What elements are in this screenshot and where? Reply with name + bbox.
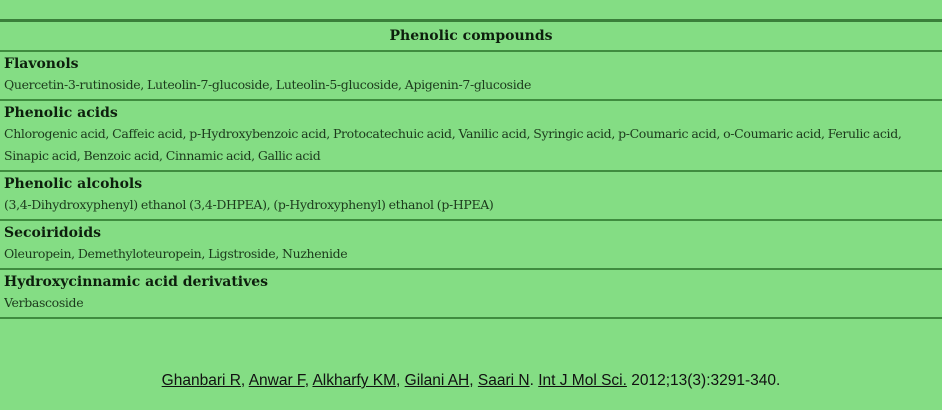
category-items: Oleuropein, Demethyloteuropein, Ligstroside, Nuzhenide: [4, 246, 348, 261]
citation-details: 2012;13(3):3291-340.: [631, 372, 781, 389]
phenolic-compounds-table: [0, 19, 942, 319]
table-row-hydroxycinnamic-acid-derivatives: [0, 270, 942, 319]
table-row-flavonols: [0, 52, 942, 101]
citation: Ghanbari R, Anwar F, Alkharfy KM, Gilani AH, Saari N. Int J Mol Sci. 2012;13(3):3291-340.: [161, 372, 781, 389]
category-items: (3,4-Dihydroxyphenyl) ethanol (3,4-DHPEA), (p-Hydroxyphenyl) ethanol (p-HPEA): [4, 197, 494, 212]
author-link[interactable]: Saari N: [477, 372, 530, 389]
journal-link[interactable]: Int J Mol Sci.: [538, 372, 627, 389]
category-name: Phenolic acids: [4, 105, 118, 121]
author-link[interactable]: Alkharfy KM: [312, 372, 397, 389]
category-items: Chlorogenic acid, Caffeic acid, p-Hydroxybenzoic acid, Protocatechuic acid, Vanilic acid, Syringic acid, p-Coumaric acid, o-Coumaric acid, Ferulic acid, Sinapic acid, Benzoic acid, Cinnamic acid, Gallic acid: [4, 126, 902, 163]
category-items: Quercetin-3-rutinoside, Luteolin-7-glucoside, Luteolin-5-glucoside, Apigenin-7-glucoside: [4, 77, 532, 92]
category-name: Flavonols: [4, 56, 79, 72]
table-header: Phenolic compounds: [0, 22, 942, 52]
category-name: Hydroxycinnamic acid derivatives: [4, 274, 269, 290]
table-row-phenolic-alcohols: [0, 172, 942, 221]
category-items: Verbascoside: [4, 295, 84, 310]
table-row-secoiridoids: [0, 221, 942, 270]
author-link[interactable]: Ghanbari R: [161, 372, 241, 389]
category-name: Phenolic alcohols: [4, 176, 143, 192]
author-link[interactable]: Gilani AH: [404, 372, 470, 389]
category-name: Secoiridoids: [4, 225, 102, 241]
author-link[interactable]: Anwar F: [248, 372, 305, 389]
table-row-phenolic-acids: [0, 101, 942, 172]
